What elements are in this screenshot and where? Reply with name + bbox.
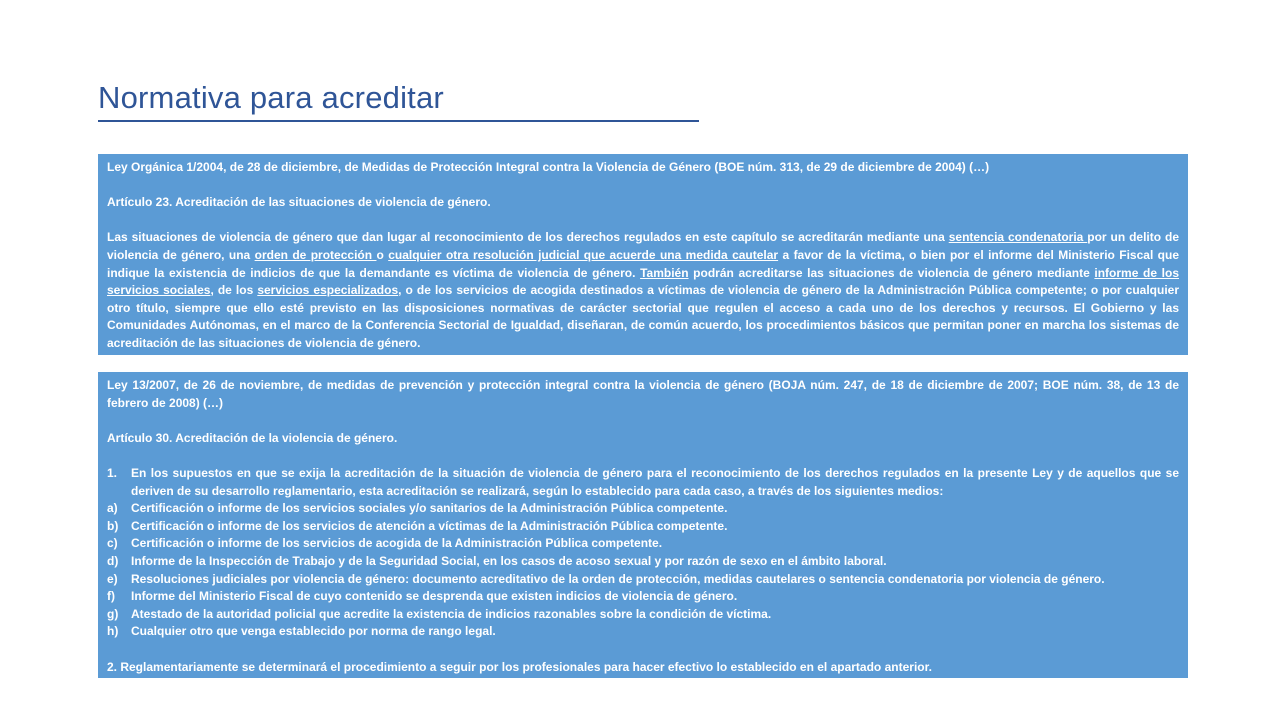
body-text: por un delito de violencia de género, una [107, 230, 1180, 262]
means-list [107, 465, 1179, 641]
list-item [107, 465, 1179, 500]
list-text: En los supuestos en que se exija la acreditación de la situación de violencia de género para el reconocimiento de los derechos regulados en la presente Ley y de aquellos que se deriven de su desarrollo reglamentario, esta acreditación se realizará, según lo establecido para cada caso, a través de los siguientes medios: [131, 465, 1179, 498]
list-text: Atestado de la autoridad policial que acredite la existencia de indicios razonables sobre la condición de víctima. [131, 606, 772, 621]
list-marker: a) [107, 501, 118, 516]
article-heading: Artículo 30. Acreditación de la violencia de género. [107, 430, 398, 445]
law-box-organic-1-2004 [98, 154, 1188, 355]
law-header: Ley Orgánica 1/2004, de 28 de diciembre, de Medidas de Protección Integral contra la Violencia de Género (BOE núm. 313, de 29 de diciembre de 2004) (…) [107, 160, 990, 174]
list-text: Certificación o informe de los servicios de atención a víctimas de la Administración Pública competente. [131, 518, 728, 533]
body-text: , o de los servicios de acogida destinados a víctimas de violencia de género de la Administración Pública competente; o por cualquier otro título, siempre que ello esté previsto en las disposiciones normativas de carácter sectorial que regulen el acceso a cada uno de los derechos y recursos. El Gobierno y las Comunidades Autónomas, en el marco de la Conferencia Sectorial de Igualdad, diseñaran, de común acuerdo, los procedimientos básicos que permitan poner en marcha los sistemas de acreditación de las situaciones de violencia de género. [107, 283, 1179, 350]
list-text: Resoluciones judiciales por violencia de género: documento acreditativo de la orden de protección, medidas cautelares o sentencia condenatoria por violencia de género. [131, 571, 1105, 586]
list-text: Informe del Ministerio Fiscal de cuyo contenido se desprenda que existen indicios de violencia de género. [131, 589, 738, 604]
list-item [107, 623, 1179, 641]
list-marker: 1. [107, 465, 118, 480]
body-text: a favor de la víctima, o bien por el informe del Ministerio Fiscal que indique la existencia de indicios de que la demandante es víctima de violencia de género. [107, 247, 1180, 280]
article-body [107, 229, 1179, 352]
list-item [107, 571, 1179, 589]
underlined-term: informe de los servicios sociales [107, 265, 1180, 298]
underlined-term: servicios especializados [257, 283, 399, 298]
list-item [107, 553, 1179, 571]
body-text: o [376, 247, 389, 262]
list-text: Certificación o informe de los servicios sociales y/o sanitarios de la Administración Pública competente. [131, 501, 728, 516]
title-underline [98, 120, 699, 122]
list-item [107, 588, 1179, 606]
closing-paragraph: 2. Reglamentariamente se determinará el procedimiento a seguir por los profesionales para hacer efectivo lo establecido en el apartado anterior. [107, 659, 932, 674]
list-marker: e) [107, 571, 118, 586]
body-text: podrán acreditarse las situaciones de violencia de género mediante [688, 265, 1095, 280]
list-text: Certificación o informe de los servicios de acogida de la Administración Pública competente. [131, 536, 663, 551]
underlined-term: orden de protección [254, 247, 377, 262]
list-text: Cualquier otro que venga establecido por norma de rango legal. [131, 624, 496, 639]
list-marker: b) [107, 518, 119, 533]
list-item [107, 606, 1179, 624]
list-item [107, 518, 1179, 536]
underlined-term: sentencia condenatoria [948, 230, 1088, 245]
list-text: Informe de la Inspección de Trabajo y de la Seguridad Social, en los casos de acoso sexual y por razón de sexo en el ámbito laboral. [131, 553, 887, 568]
article-heading: Artículo 23. Acreditación de las situaciones de violencia de género. [107, 195, 491, 210]
body-text: , de los [210, 283, 258, 298]
list-marker: d) [107, 553, 119, 568]
law-header: Ley 13/2007, de 26 de noviembre, de medidas de prevención y protección integral contra la violencia de género (BOJA núm. 247, de 18 de diciembre de 2007; BOE núm. 38, de 13 de febrero de 2008) (…) [107, 378, 1179, 410]
underlined-term: También [640, 265, 689, 280]
list-marker: f) [107, 589, 115, 604]
list-marker: c) [107, 536, 118, 551]
slide-title: Normativa para acreditar [98, 80, 444, 115]
list-marker: g) [107, 606, 119, 621]
list-marker: h) [107, 624, 119, 639]
underlined-term: cualquier otra resolución judicial que acuerde una medida cautelar [388, 247, 779, 262]
law-box-13-2007 [98, 372, 1188, 678]
body-text: Las situaciones de violencia de género que dan lugar al reconocimiento de los derechos regulados en este capítulo se acreditarán mediante una [107, 230, 949, 245]
list-item [107, 500, 1179, 518]
list-item [107, 535, 1179, 553]
